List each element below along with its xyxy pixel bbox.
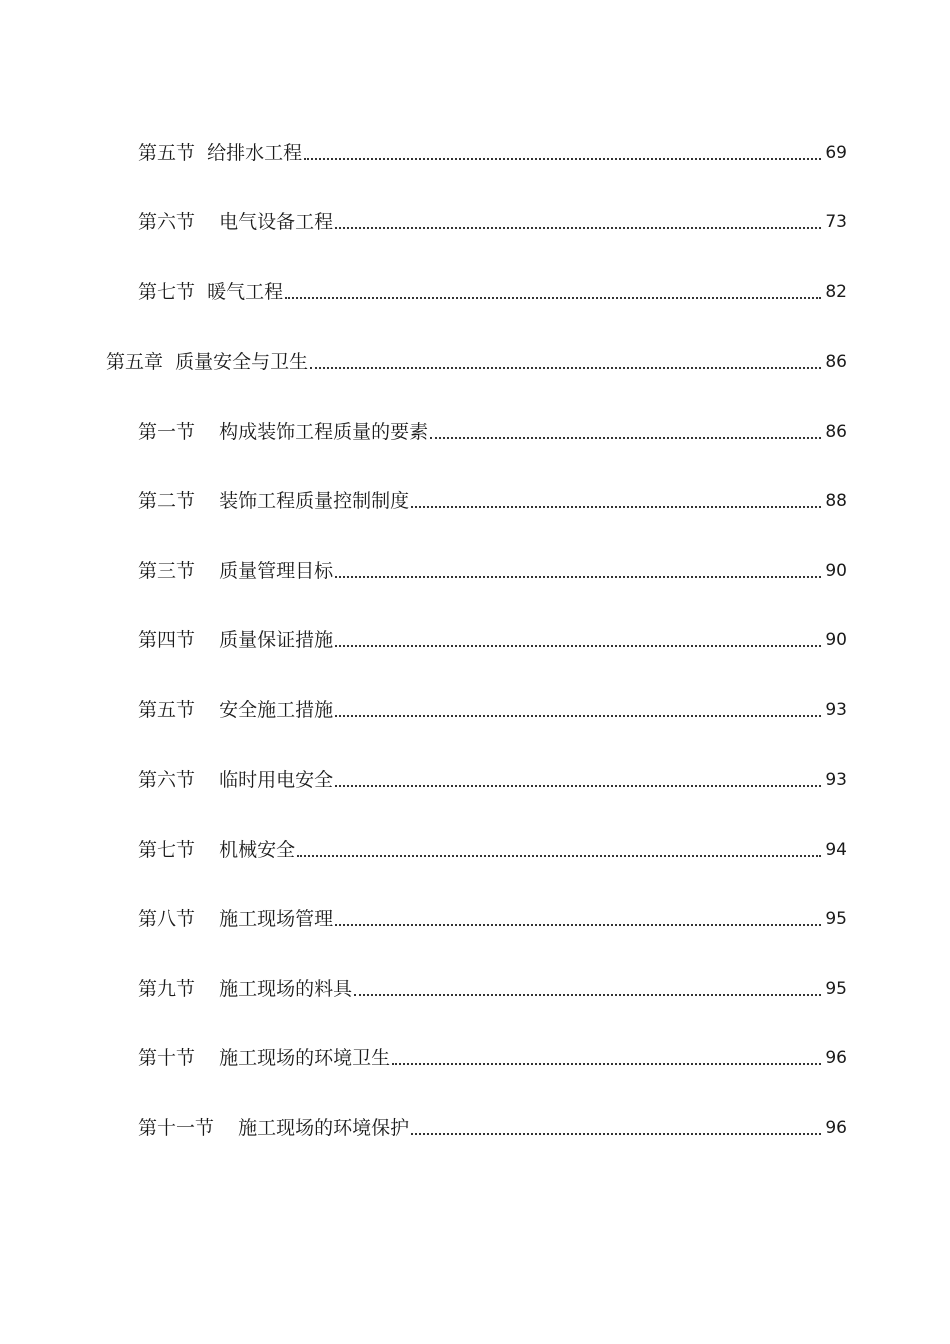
toc-dot-leader [411, 506, 821, 508]
toc-entry-label: 第五节 给排水工程 [138, 142, 303, 164]
toc-entry-label: 第十一节 施工现场的环境保护 [138, 1117, 410, 1139]
toc-entry-label: 第三节 质量管理目标 [138, 560, 334, 582]
toc-entry-s9-site-materials[interactable] [0, 971, 950, 1001]
toc-entry-s10-site-hygiene[interactable] [0, 1040, 950, 1070]
toc-entry-s6-temp-power[interactable] [0, 762, 950, 792]
toc-page-number: 82 [825, 282, 847, 302]
toc-entry-chapter5[interactable] [0, 344, 950, 374]
toc-entry-label: 第七节 机械安全 [138, 839, 296, 861]
toc-entry-label: 第五章 质量安全与卫生 [106, 351, 309, 373]
toc-dot-leader [304, 158, 821, 160]
toc-page-number: 96 [825, 1118, 847, 1138]
toc-dot-leader [335, 715, 821, 717]
toc-dot-leader [335, 645, 821, 647]
toc-page-number: 88 [825, 491, 847, 511]
toc-entry-label: 第五节 安全施工措施 [138, 699, 334, 721]
toc-entry-label: 第四节 质量保证措施 [138, 629, 334, 651]
toc-page-number: 94 [825, 840, 847, 860]
toc-page-number: 69 [825, 143, 847, 163]
toc-page-number: 90 [825, 561, 847, 581]
toc-dot-leader [354, 994, 821, 996]
toc-page-number: 86 [825, 422, 847, 442]
toc-dot-leader [411, 1133, 821, 1135]
toc-entry-s2-quality-control[interactable] [0, 483, 950, 513]
toc-dot-leader [392, 1063, 821, 1065]
toc-dot-leader [335, 576, 821, 578]
toc-entry-s5-safety[interactable] [0, 692, 950, 722]
toc-entry-s7-machinery[interactable] [0, 832, 950, 862]
toc-page-number: 73 [825, 212, 847, 232]
toc-entry-label: 第八节 施工现场管理 [138, 908, 334, 930]
toc-dot-leader [297, 855, 821, 857]
toc-entry-s3-quality-goals[interactable] [0, 553, 950, 583]
toc-entry-label: 第六节 临时用电安全 [138, 769, 334, 791]
toc-dot-leader [430, 437, 821, 439]
toc-entry-s7-heating[interactable] [0, 274, 950, 304]
toc-entry-label: 第十节 施工现场的环境卫生 [138, 1047, 391, 1069]
toc-page-number: 86 [825, 352, 847, 372]
toc-dot-leader [285, 297, 821, 299]
toc-entry-label: 第二节 装饰工程质量控制制度 [138, 490, 410, 512]
toc-page-number: 90 [825, 630, 847, 650]
toc-dot-leader [335, 924, 821, 926]
toc-entry-s6-electrical[interactable] [0, 204, 950, 234]
toc-entry-label: 第一节 构成装饰工程质量的要素 [138, 421, 429, 443]
toc-page-number: 96 [825, 1048, 847, 1068]
toc-entry-s5-water[interactable] [0, 135, 950, 165]
toc-dot-leader [335, 785, 821, 787]
toc-entry-s11-site-environment[interactable] [0, 1110, 950, 1140]
toc-page-number: 95 [825, 909, 847, 929]
toc-entry-s1-quality-elements[interactable] [0, 414, 950, 444]
toc-entry-label: 第九节 施工现场的料具 [138, 978, 353, 1000]
toc-page-number: 93 [825, 770, 847, 790]
toc-entry-label: 第六节 电气设备工程 [138, 211, 334, 233]
toc-entry-label: 第七节 暖气工程 [138, 281, 284, 303]
toc-entry-s8-site-management[interactable] [0, 901, 950, 931]
toc-dot-leader [335, 227, 821, 229]
toc-page-number: 93 [825, 700, 847, 720]
toc-entry-s4-quality-assurance[interactable] [0, 622, 950, 652]
toc-dot-leader [310, 367, 821, 369]
toc-page-number: 95 [825, 979, 847, 999]
